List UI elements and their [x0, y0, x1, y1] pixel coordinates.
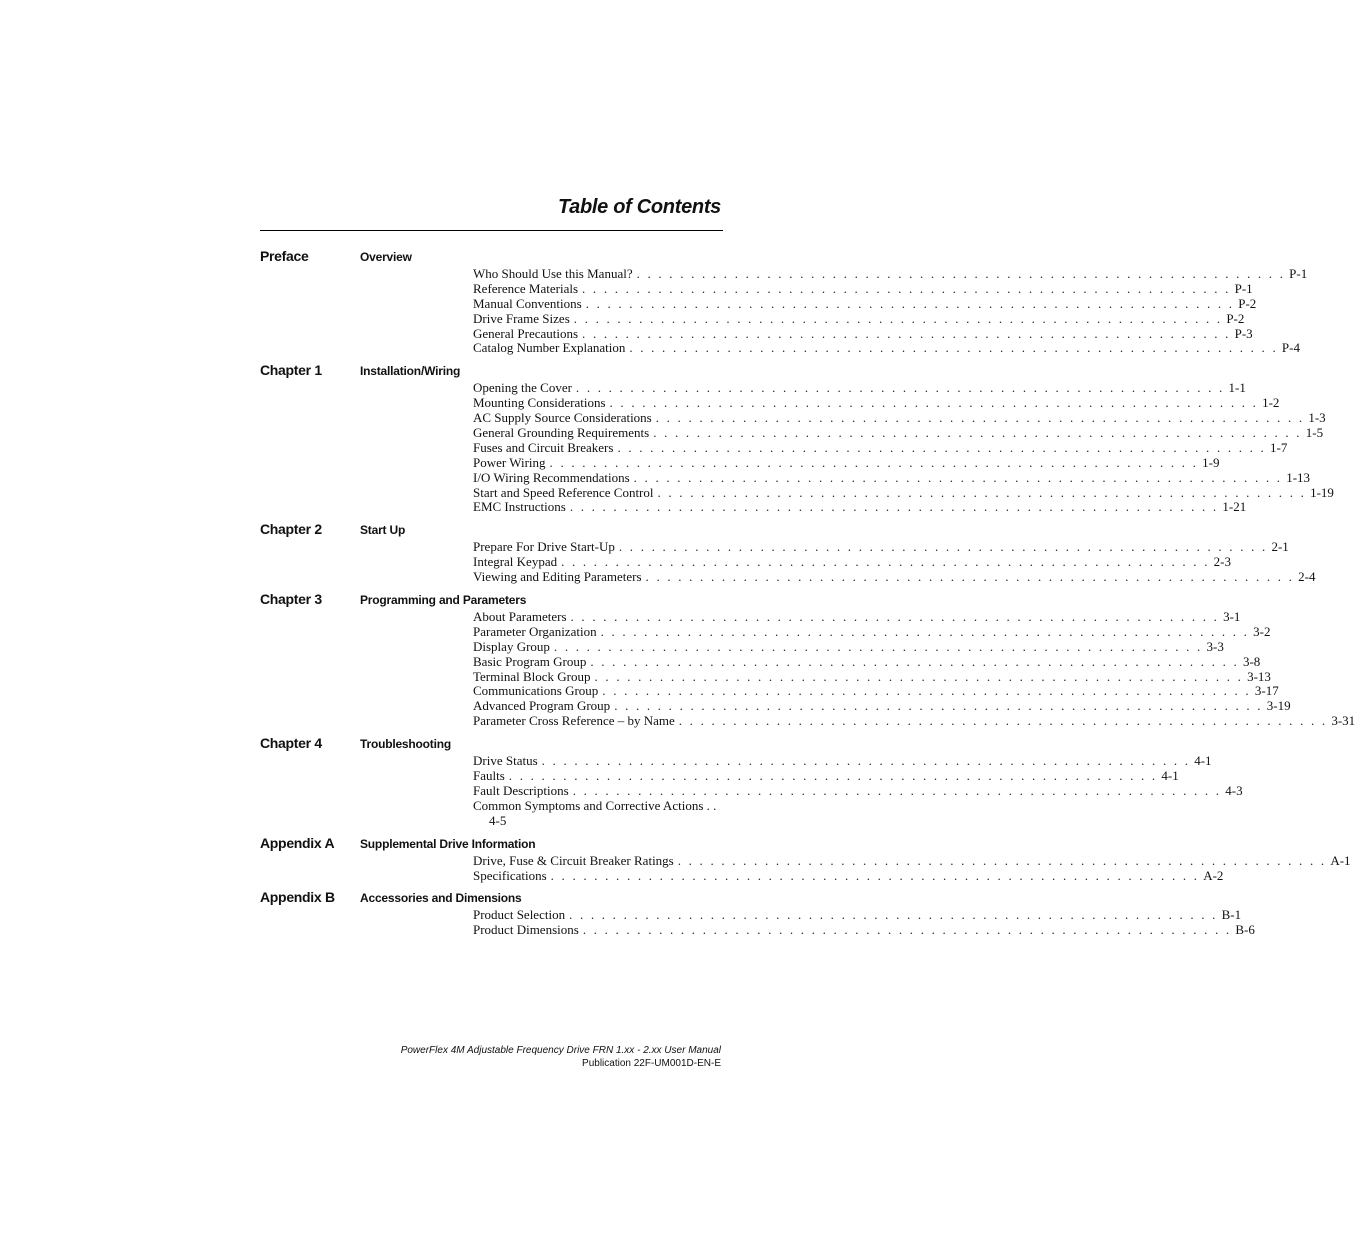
toc-section [260, 591, 1355, 729]
entry-title: Prepare For Drive Start-Up [473, 539, 615, 555]
section-label: Appendix A [260, 834, 335, 851]
entry-title: Manual Conventions [473, 295, 582, 311]
entry-page: 3-1 [1223, 609, 1241, 625]
dot-leader: . . . . . . . . . . . . . . . . . . . . . . . . . . . . . . . . . . . . . . . . . . . . . . . . . . . . . . . . . . . . [645, 569, 1295, 585]
entry-title: Parameter Cross Reference – by Name [473, 713, 675, 729]
section-entries [260, 539, 1316, 585]
section-entries [260, 266, 1308, 356]
entry-page: 1-21 [1222, 499, 1247, 515]
entry-page: A-1 [1330, 852, 1351, 868]
dot-leader: . . [703, 797, 717, 813]
toc-entry [473, 653, 1261, 670]
dot-leader: . . . . . . . . . . . . . . . . . . . . . . . . . . . . . . . . . . . . . . . . . . . . . . . . . . . . . . . . . . . . [609, 395, 1259, 411]
dot-leader: . . . . . . . . . . . . . . . . . . . . . . . . . . . . . . . . . . . . . . . . . . . . . . . . . . . . . . . . . . . . [655, 410, 1305, 426]
table-of-contents [260, 248, 1355, 938]
section-heading: Programming and Parameters [360, 593, 527, 608]
toc-section [260, 735, 1243, 828]
entry-title: Viewing and Editing Parameters [473, 569, 642, 585]
entry-page: P-1 [1289, 266, 1308, 281]
dot-leader: . . . . . . . . . . . . . . . . . . . . . . . . . . . . . . . . . . . . . . . . . . . . . . . . . . . . . . . . . . . . [549, 454, 1199, 470]
toc-entry [473, 395, 1280, 411]
toc-entry [473, 852, 1351, 869]
toc-entry [473, 698, 1291, 714]
dot-leader: . . . . . . . . . . . . . . . . . . . . . . . . . . . . . . . . . . . . . . . . . . . . . . . . . . . . . . . . . . . . [541, 753, 1191, 769]
entry-title: Product Selection [473, 907, 566, 923]
dot-leader: . . . . . . . . . . . . . . . . . . . . . . . . . . . . . . . . . . . . . . . . . . . . . . . . . . . . . . . . . . . . [582, 325, 1231, 341]
entry-page: 3-2 [1253, 623, 1271, 639]
section-entries [260, 753, 1243, 828]
dot-leader: . . . . . . . . . . . . . . . . . . . . . . . . . . . . . . . . . . . . . . . . . . . . . . . . . . . . . . . . . . . . [594, 668, 1244, 684]
entry-page: P-2 [1226, 310, 1245, 326]
entry-page: 1-5 [1305, 425, 1324, 441]
toc-entry [473, 280, 1253, 297]
toc-entry [473, 554, 1232, 570]
toc-entry [473, 295, 1257, 312]
entry-page: 1-13 [1286, 469, 1311, 485]
entry-title: AC Supply Source Considerations [473, 410, 652, 426]
entry-title: Fault Descriptions [473, 782, 569, 798]
dot-leader: . . . . . . . . . . . . . . . . . . . . . . . . . . . . . . . . . . . . . . . . . . . . . . . . . . . . . . . . . . . . [570, 609, 1220, 625]
section-label: Chapter 2 [260, 521, 322, 538]
entry-title: I/O Wiring Recommendations [473, 469, 630, 485]
entry-page: P-3 [1234, 325, 1253, 341]
entry-page: 3-19 [1266, 698, 1291, 714]
dot-leader: . . . . . . . . . . . . . . . . . . . . . . . . . . . . . . . . . . . . . . . . . . . . . . . . . . . . . . . . . . . . [653, 425, 1302, 441]
section-entries [260, 380, 1334, 515]
entry-title: Opening the Cover [473, 380, 572, 396]
footer-publication: Publication 22F-UM001D-EN-E [582, 1058, 721, 1069]
toc-entry [473, 623, 1271, 640]
entry-page: 1-3 [1308, 410, 1326, 426]
entry-title: Drive Status [473, 753, 538, 769]
dot-leader: . . . . . . . . . . . . . . . . . . . . . . . . . . . . . . . . . . . . . . . . . . . . . . . . . . . . . . . . . . . . [561, 554, 1210, 570]
dot-leader: . . . . . . . . . . . . . . . . . . . . . . . . . . . . . . . . . . . . . . . . . . . . . . . . . . . . . . . . . . . . [569, 907, 1218, 923]
dot-leader: . . . . . . . . . . . . . . . . . . . . . . . . . . . . . . . . . . . . . . . . . . . . . . . . . . . . . . . . . . . . [602, 683, 1251, 699]
toc-entry [473, 753, 1212, 769]
toc-entry [473, 310, 1245, 327]
entry-title: About Parameters [473, 609, 567, 625]
entry-page: 1-2 [1262, 395, 1280, 411]
toc-section [260, 362, 1334, 515]
dot-leader: . . . . . . . . . . . . . . . . . . . . . . . . . . . . . . . . . . . . . . . . . . . . . . . . . . . . . . . . . . . . [575, 380, 1225, 396]
entry-title: General Grounding Requirements [473, 425, 650, 441]
dot-leader: . . . . . . . . . . . . . . . . . . . . . . . . . . . . . . . . . . . . . . . . . . . . . . . . . . . . . . . . . . . . [585, 295, 1235, 311]
toc-entry [473, 768, 1179, 784]
entry-page: A-2 [1203, 867, 1224, 883]
section-label: Chapter 1 [260, 362, 322, 379]
section-label: Chapter 4 [260, 735, 322, 752]
section-label: Chapter 3 [260, 591, 322, 608]
toc-section [260, 521, 1316, 585]
toc-entry [473, 454, 1220, 471]
section-heading: Overview [360, 250, 412, 264]
entry-page: 2-1 [1271, 539, 1289, 555]
toc-entry [473, 484, 1334, 501]
toc-entry [473, 713, 1355, 729]
entry-title: Display Group [473, 638, 550, 654]
toc-entry [473, 569, 1316, 585]
entry-title: Start and Speed Reference Control [473, 484, 654, 500]
toc-entry [473, 539, 1289, 555]
toc-entry [473, 907, 1242, 923]
section-heading: Supplemental Drive Information [360, 836, 536, 851]
dot-leader: . . . . . . . . . . . . . . . . . . . . . . . . . . . . . . . . . . . . . . . . . . . . . . . . . . . . . . . . . . . . [657, 484, 1307, 500]
toc-entry [473, 325, 1253, 342]
section-label: Appendix B [260, 889, 335, 906]
entry-page: 3-8 [1242, 653, 1261, 669]
entry-page: 4-3 [1225, 782, 1243, 798]
entry-page: 4-5 [489, 812, 507, 828]
dot-leader: . . . . . . . . . . . . . . . . . . . . . . . . . . . . . . . . . . . . . . . . . . . . . . . . . . . . . . . . . . . . [550, 867, 1200, 883]
section-entries [260, 609, 1355, 729]
dot-leader: . . . . . . . . . . . . . . . . . . . . . . . . . . . . . . . . . . . . . . . . . . . . . . . . . . . . . . . . . . . . [582, 280, 1231, 296]
dot-leader: . . . . . . . . . . . . . . . . . . . . . . . . . . . . . . . . . . . . . . . . . . . . . . . . . . . . . . . . . . . . [572, 782, 1222, 798]
entry-title: Who Should Use this Manual? [473, 266, 633, 281]
entry-title: Advanced Program Group [473, 698, 611, 714]
toc-entry [473, 799, 723, 829]
entry-title: Faults [473, 768, 505, 784]
entry-title: Basic Program Group [473, 653, 587, 669]
entry-title: Communications Group [473, 683, 599, 699]
toc-entry [473, 410, 1326, 426]
entry-page: P-1 [1234, 280, 1253, 296]
entry-page: 1-1 [1228, 380, 1246, 396]
entry-page: 1-7 [1270, 439, 1288, 455]
dot-leader: . . . . . . . . . . . . . . . . . . . . . . . . . . . . . . . . . . . . . . . . . . . . . . . . . . . . . . . . . . . . [677, 852, 1327, 868]
entry-title: EMC Instructions [473, 499, 566, 515]
section-label: Preface [260, 248, 309, 264]
entry-title: Integral Keypad [473, 554, 558, 570]
entry-page: 3-31 [1331, 713, 1355, 729]
dot-leader: . . . . . . . . . . . . . . . . . . . . . . . . . . . . . . . . . . . . . . . . . . . . . . . . . . . . . . . . . . . . [636, 266, 1286, 281]
entry-page: P-4 [1281, 340, 1300, 356]
entry-page: 1-19 [1310, 484, 1334, 500]
dot-leader: . . . . . . . . . . . . . . . . . . . . . . . . . . . . . . . . . . . . . . . . . . . . . . . . . . . . . . . . . . . . [553, 638, 1203, 654]
toc-entry [473, 425, 1324, 441]
toc-section [260, 834, 1351, 884]
toc-entry [473, 638, 1224, 655]
toc-entry [473, 380, 1246, 396]
entry-page: 1-9 [1202, 454, 1220, 470]
toc-entry [473, 499, 1247, 515]
entry-title: General Precautions [473, 325, 579, 341]
section-heading: Troubleshooting [360, 737, 451, 752]
entry-page: 3-13 [1247, 668, 1271, 684]
entry-page: P-2 [1238, 295, 1257, 311]
entry-title: Terminal Block Group [473, 668, 591, 684]
section-heading: Start Up [360, 523, 406, 538]
toc-entry [473, 340, 1300, 356]
title-rule [260, 230, 723, 231]
entry-title: Fuses and Circuit Breakers [473, 439, 614, 455]
entry-page: 2-4 [1298, 569, 1316, 585]
dot-leader: . . . . . . . . . . . . . . . . . . . . . . . . . . . . . . . . . . . . . . . . . . . . . . . . . . . . . . . . . . . . [617, 439, 1267, 455]
entry-page: 4-1 [1161, 768, 1179, 784]
toc-entry [473, 609, 1241, 625]
dot-leader: . . . . . . . . . . . . . . . . . . . . . . . . . . . . . . . . . . . . . . . . . . . . . . . . . . . . . . . . . . . . [569, 499, 1219, 515]
entry-page: 3-3 [1206, 638, 1224, 654]
dot-leader: . . . . . . . . . . . . . . . . . . . . . . . . . . . . . . . . . . . . . . . . . . . . . . . . . . . . . . . . . . . . [678, 713, 1328, 729]
page-footer [260, 1044, 721, 1070]
footer-manual-title: PowerFlex 4M Adjustable Frequency Drive FRN 1.xx - 2.xx User Manual [400, 1045, 721, 1056]
page-title: Table of Contents [557, 196, 721, 218]
dot-leader: . . . . . . . . . . . . . . . . . . . . . . . . . . . . . . . . . . . . . . . . . . . . . . . . . . . . . . . . . . . . [600, 623, 1250, 639]
entry-title: Mounting Considerations [473, 395, 606, 411]
toc-entry [473, 266, 1308, 282]
toc-entry [473, 782, 1243, 799]
dot-leader: . . . . . . . . . . . . . . . . . . . . . . . . . . . . . . . . . . . . . . . . . . . . . . . . . . . . . . . . . . . . [573, 310, 1223, 326]
toc-section [260, 889, 1255, 938]
entry-title: Product Dimensions [473, 922, 579, 938]
entry-title: Reference Materials [473, 280, 579, 296]
entry-title: Common Symptoms and Corrective Actions [473, 797, 704, 813]
dot-leader: . . . . . . . . . . . . . . . . . . . . . . . . . . . . . . . . . . . . . . . . . . . . . . . . . . . . . . . . . . . . [629, 340, 1278, 356]
entry-page: B-1 [1221, 907, 1242, 923]
section-entries [260, 852, 1351, 884]
toc-entry [473, 867, 1224, 884]
section-entries [260, 907, 1255, 938]
entry-title: Drive, Fuse & Circuit Breaker Ratings [473, 852, 674, 868]
toc-entry [473, 922, 1255, 938]
entry-title: Power Wiring [473, 454, 546, 470]
dot-leader: . . . . . . . . . . . . . . . . . . . . . . . . . . . . . . . . . . . . . . . . . . . . . . . . . . . . . . . . . . . . [508, 768, 1158, 784]
dot-leader: . . . . . . . . . . . . . . . . . . . . . . . . . . . . . . . . . . . . . . . . . . . . . . . . . . . . . . . . . . . . [618, 539, 1268, 555]
dot-leader: . . . . . . . . . . . . . . . . . . . . . . . . . . . . . . . . . . . . . . . . . . . . . . . . . . . . . . . . . . . . [633, 469, 1283, 485]
entry-page: 3-17 [1254, 683, 1279, 699]
entry-page: 4-1 [1194, 753, 1212, 769]
entry-page: B-6 [1235, 922, 1255, 938]
section-heading: Installation/Wiring [360, 364, 461, 379]
toc-entry [473, 668, 1271, 685]
dot-leader: . . . . . . . . . . . . . . . . . . . . . . . . . . . . . . . . . . . . . . . . . . . . . . . . . . . . . . . . . . . . [582, 922, 1232, 938]
toc-entry [473, 683, 1279, 699]
entry-title: Catalog Number Explanation [473, 340, 626, 356]
toc-entry [473, 439, 1288, 456]
entry-title: Specifications [473, 867, 547, 883]
entry-page: 2-3 [1213, 554, 1232, 570]
dot-leader: . . . . . . . . . . . . . . . . . . . . . . . . . . . . . . . . . . . . . . . . . . . . . . . . . . . . . . . . . . . . [590, 653, 1239, 669]
toc-section [260, 248, 1308, 356]
entry-title: Drive Frame Sizes [473, 310, 570, 326]
entry-title: Parameter Organization [473, 623, 597, 639]
section-heading: Accessories and Dimensions [360, 891, 522, 906]
dot-leader: . . . . . . . . . . . . . . . . . . . . . . . . . . . . . . . . . . . . . . . . . . . . . . . . . . . . . . . . . . . . [614, 698, 1263, 714]
toc-entry [473, 469, 1311, 486]
